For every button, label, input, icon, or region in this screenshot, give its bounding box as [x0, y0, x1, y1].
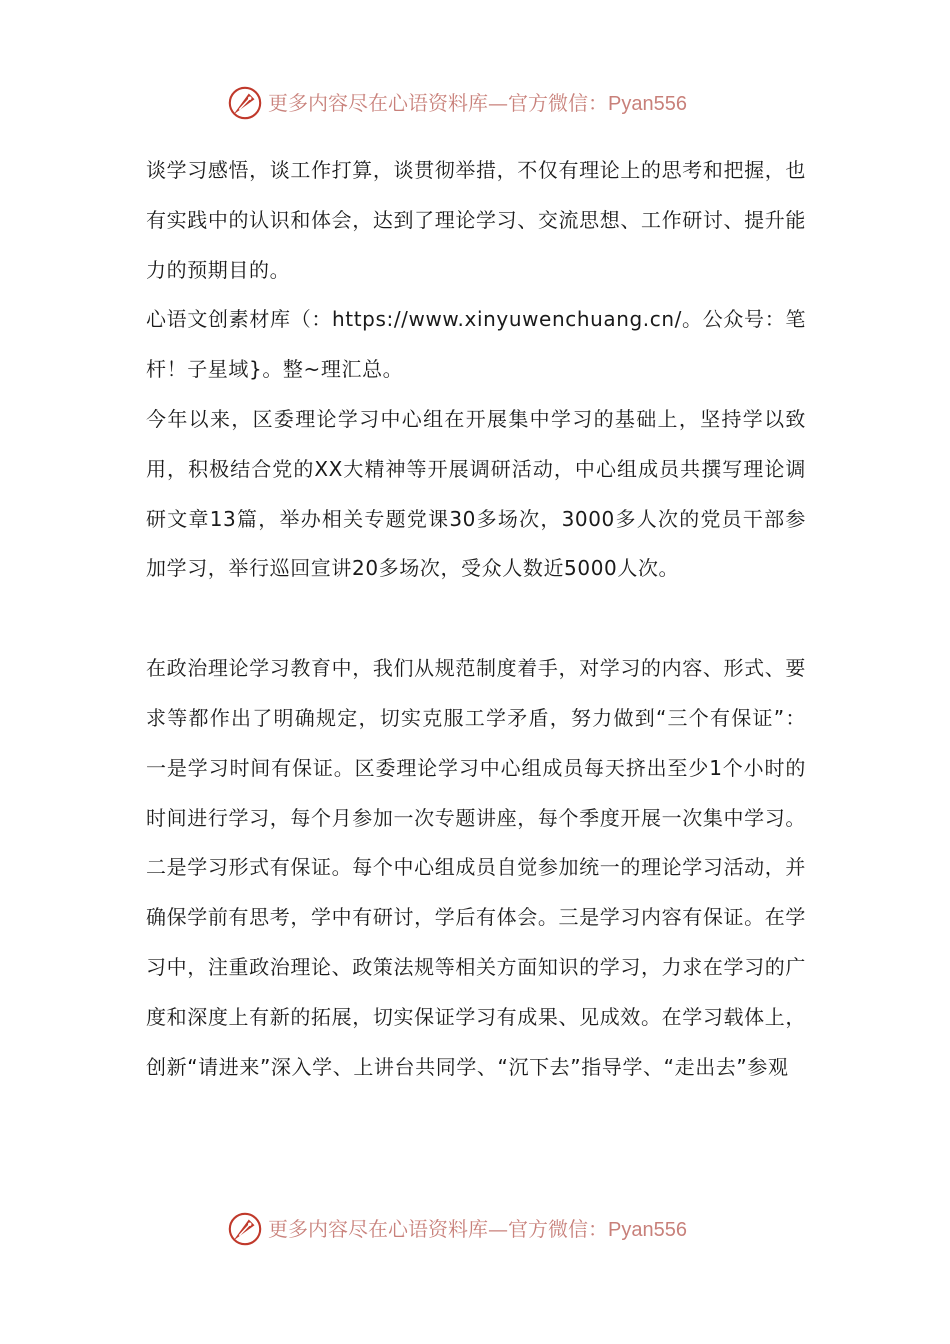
banner-slogan: 更多内容尽在心语资料库—官方微信： — [268, 91, 608, 115]
document-body — [146, 146, 806, 1092]
paragraph-spacer — [146, 594, 806, 644]
banner-slogan: 更多内容尽在心语资料库—官方微信： — [268, 1217, 608, 1241]
paragraph: 在政治理论学习教育中，我们从规范制度着手，对学习的内容、形式、要求等都作出了明确规定，切实克服工学矛盾，努力做到“三个有保证”：一是学习时间有保证。区委理论学习中心组成员每天挤出至少1个小时的时间进行学习，每个月参加一次专题讲座，每个季度开展一次集中学习。二是学习形式有保证。每个中心组成员自觉参加统一的理论学习活动，并确保学前有思考，学中有研讨，学后有体会。三是学习内容有保证。在学习中，注重政治理论、政策法规等相关方面知识的学习，力求在学习的广度和深度上有新的拓展，切实保证学习有成果、见成效。在学习载体上，创新“请进来”深入学、上讲台共同学、“沉下去”指导学、“走出去”参观 — [146, 656, 806, 1079]
header-banner — [0, 82, 950, 122]
pen-nib-logo-icon — [226, 84, 264, 122]
pen-nib-logo-icon — [226, 1210, 264, 1248]
paragraph: 谈学习感悟，谈工作打算，谈贯彻举措，不仅有理论上的思考和把握，也有实践中的认识和体会，达到了理论学习、交流思想、工作研讨、提升能力的预期目的。 — [146, 158, 806, 282]
paragraph: 心语文创素材库（：https://www.xinyuwenchuang.cn/。公众号：笔杆！子星域}。整~理汇总。 — [146, 307, 806, 382]
banner-wechat-id: Pyan556 — [608, 1219, 687, 1241]
footer-banner — [0, 1208, 950, 1248]
banner-text — [268, 1216, 687, 1243]
paragraph: 今年以来，区委理论学习中心组在开展集中学习的基础上，坚持学以致用，积极结合党的XX大精神等开展调研活动，中心组成员共撰写理论调研文章13篇，举办相关专题党课30多场次，3000多人次的党员干部参加学习，举行巡回宣讲20多场次，受众人数近5000人次。 — [146, 406, 806, 581]
banner-text — [268, 90, 687, 117]
banner-wechat-id: Pyan556 — [608, 93, 687, 115]
